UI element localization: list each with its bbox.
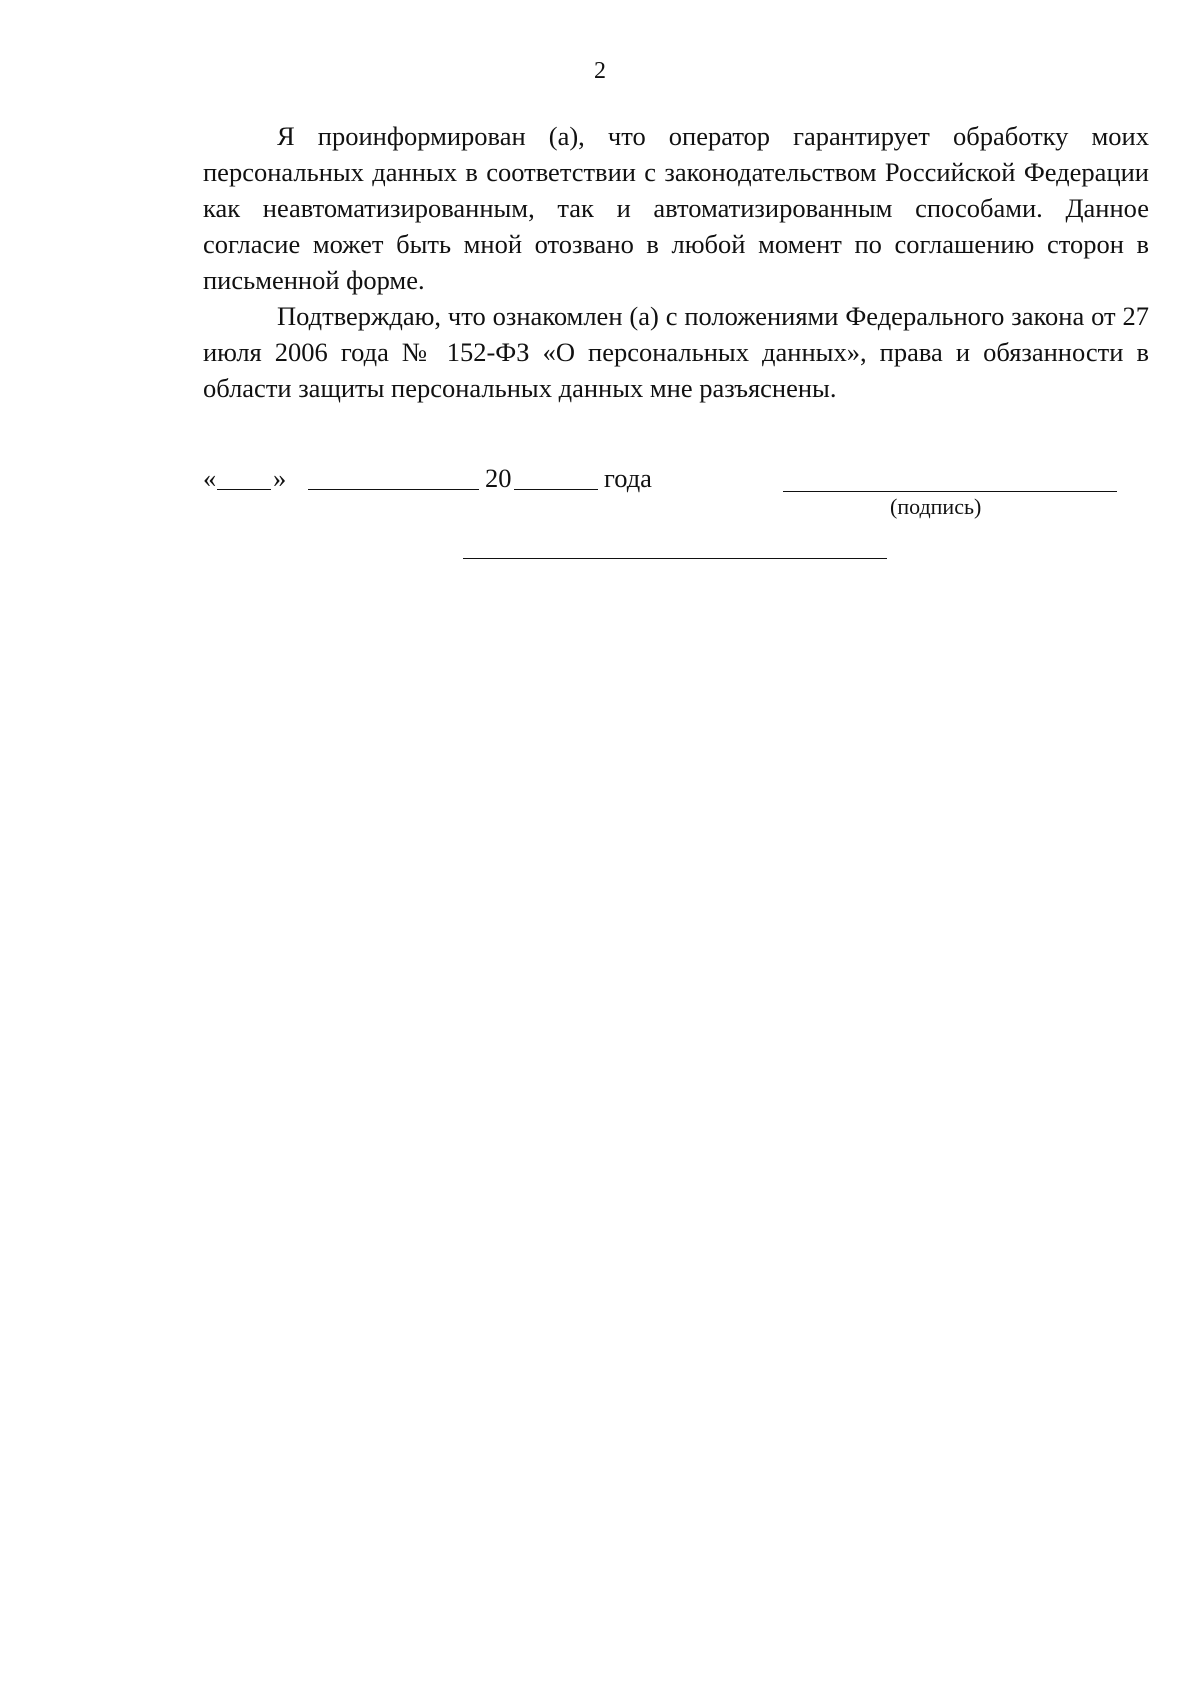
page-number: 2 xyxy=(594,58,606,84)
date-close-quote: » xyxy=(273,463,287,493)
paragraph-law-acknowledgement: Подтверждаю, что ознакомлен (а) с положениями Федерального закона от 27 июля 2006 года № 152-ФЗ «О персональных данных», права и обязанности в области защиты персональных данных мне разъяснены. xyxy=(203,301,1149,403)
date-signature-row xyxy=(203,460,1149,500)
year-blank-line xyxy=(514,489,598,490)
year-word: года xyxy=(604,463,652,493)
month-blank-line xyxy=(308,489,479,490)
date-open-quote: « xyxy=(203,463,217,493)
paragraph-consent-processing: Я проинформирован (а), что оператор гарантирует обработку моих персональных данных в соответствии с законодательством Российской Федерации как неавтоматизированным, так и автоматизированным способами. Данное согласие может быть мной отозвано в любой момент по соглашению сторон в письменной форме. xyxy=(203,121,1149,295)
signature-caption: (подпись) xyxy=(890,494,982,519)
year-century: 20 xyxy=(485,463,512,493)
day-blank-line xyxy=(217,489,271,490)
document-body xyxy=(203,118,1149,406)
signature-blank-line xyxy=(783,491,1117,492)
name-blank-line xyxy=(463,558,887,559)
